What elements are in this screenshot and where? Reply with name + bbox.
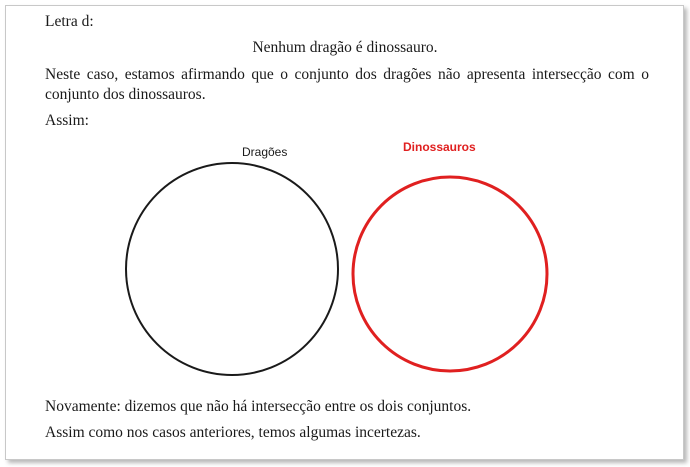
anteriores-text: Assim como nos casos anteriores, temos algumas incertezas. <box>45 424 421 441</box>
explanation-paragraph: Neste caso, estamos afirmando que o conjunto dos dragões não apresenta intersecção com o conjunto dos dinossauros. <box>45 66 649 103</box>
novamente-text: Novamente: dizemos que não há intersecção entre os dois conjuntos. <box>45 398 472 415</box>
dragoes-label: Dragões <box>242 145 288 159</box>
heading-letra-d: Letra d: <box>45 13 94 30</box>
dinossauros-label: Dinossauros <box>403 140 476 154</box>
statement: Nenhum dragão é dinossauro. <box>252 39 438 56</box>
assim-text: Assim: <box>45 112 89 129</box>
